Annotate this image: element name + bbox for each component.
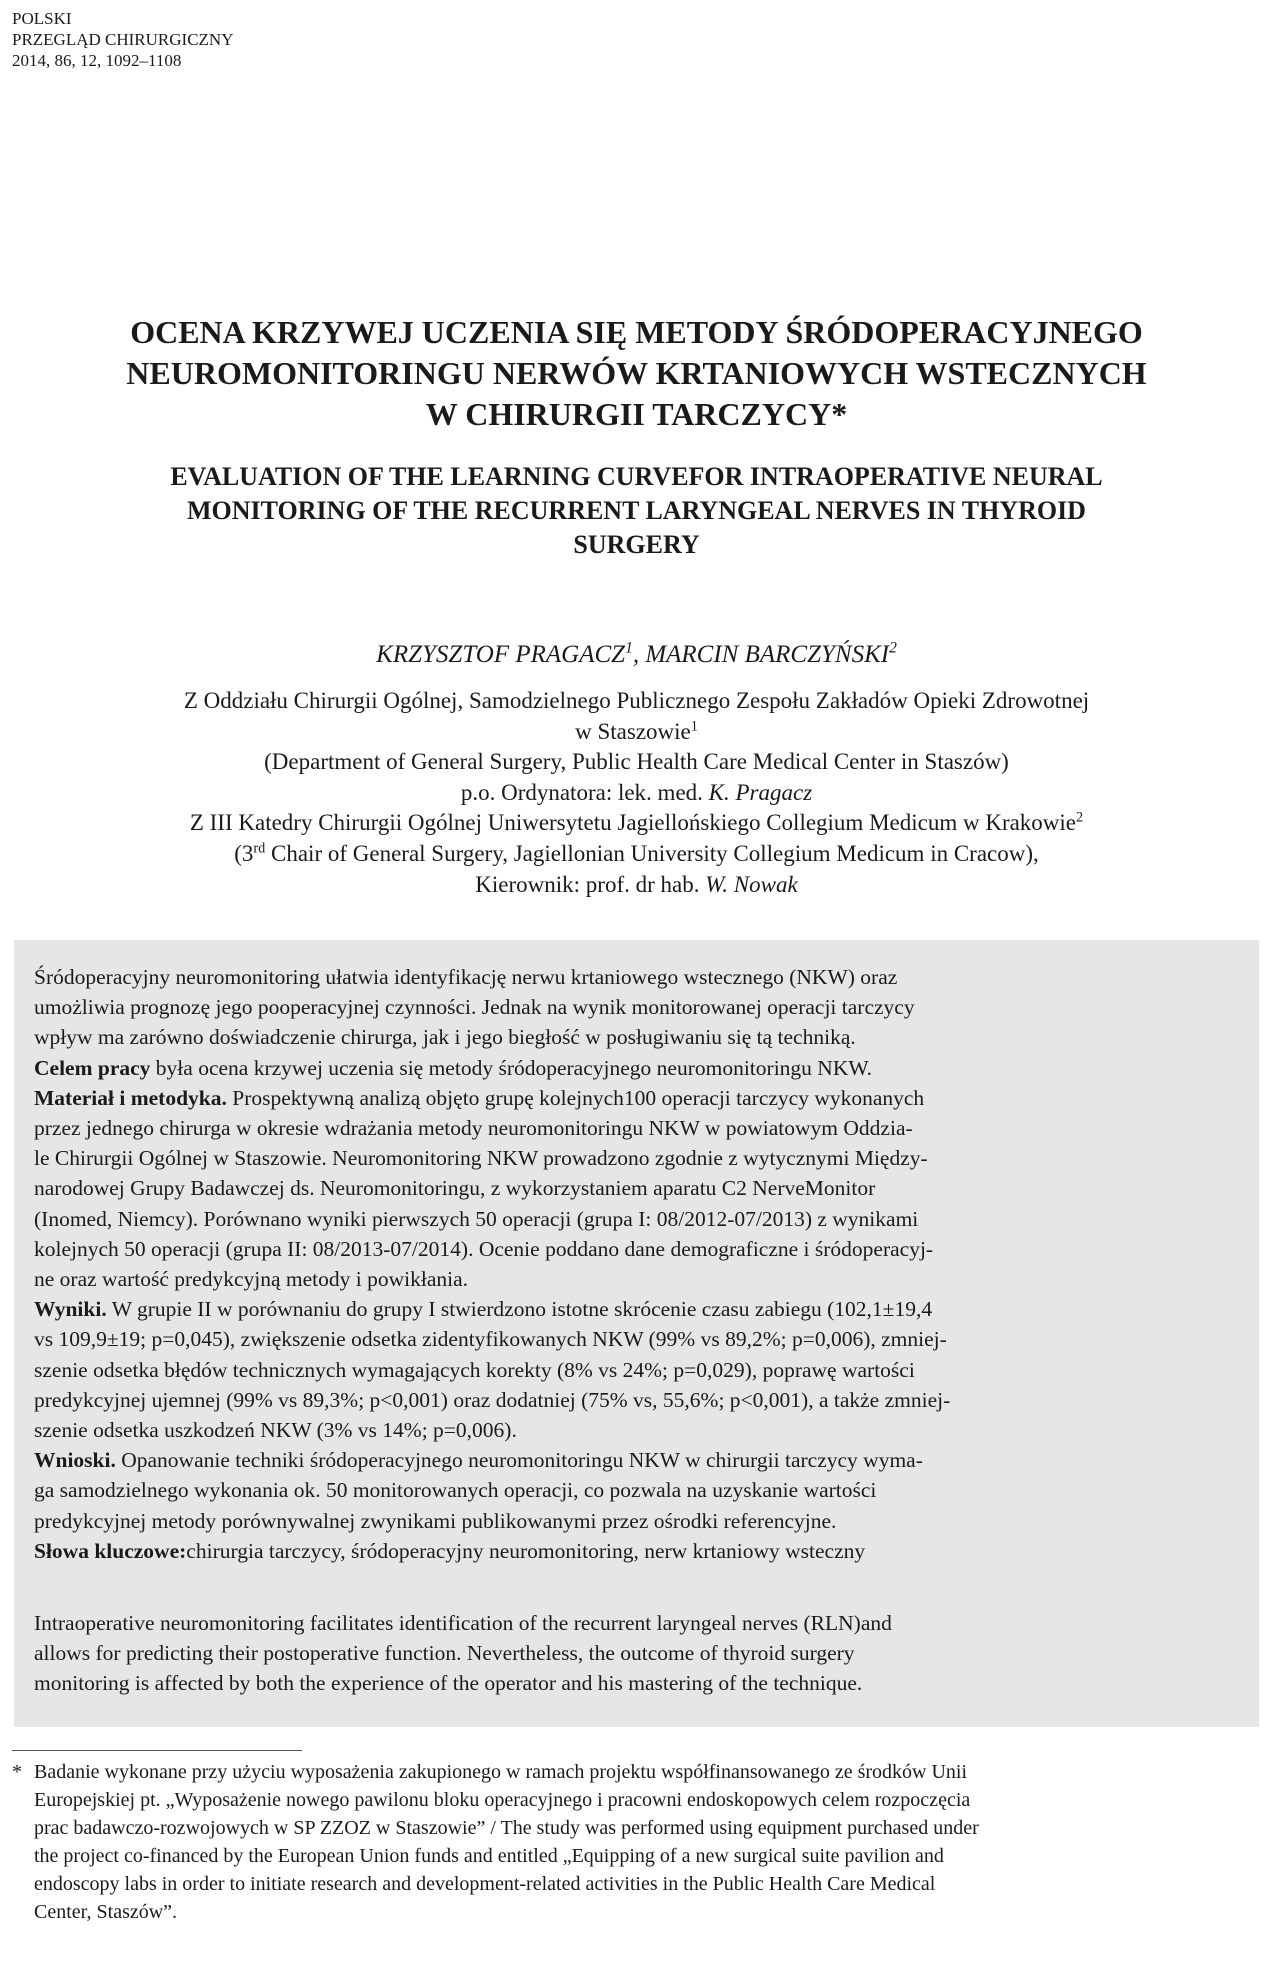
footnote-line: Center, Staszów”.: [34, 1901, 178, 1923]
section-lead-conclusions: Wnioski.: [34, 1448, 116, 1473]
affiliation-mark: 2: [1076, 809, 1084, 826]
abstract-line: Wnioski. Opanowanie techniki śródoperacyjnego neuromonitoringu NKW w chirurgii tarczycy wyma-: [34, 1448, 923, 1473]
affiliation-text: p.o. Ordynatora: lek. med.: [460, 779, 709, 805]
ordinal-suffix: rd: [253, 840, 266, 857]
abstract-line: Materiał i metodyka. Prospektywną analizą objęto grupę kolejnych100 operacji tarczycy wykonanych: [34, 1085, 925, 1110]
abstract-line: vs 109,9±19; p=0,045), zwiększenie odsetka zidentyfikowanych NKW (99% vs 89,2%; p=0,006), zmniej-: [34, 1327, 947, 1352]
abstract-box: [14, 940, 1259, 1727]
affiliation-line: [0, 717, 1273, 748]
head-of-chair-name: W. Nowak: [705, 871, 798, 897]
author-separator: ,: [632, 641, 646, 668]
section-lead-keywords: Słowa kluczowe:: [34, 1538, 187, 1563]
affiliation-line: [0, 870, 1273, 901]
affiliation-text: Kierownik: prof. dr hab.: [475, 871, 706, 897]
author-2-affil-mark: 2: [889, 639, 897, 657]
abstract-line: predykcyjnej metody porównywalnej zwynikami publikowanymi przez ośrodki referencyjne.: [34, 1508, 837, 1533]
title-english-line: SURGERY: [573, 530, 700, 559]
abstract-polish: [34, 962, 1239, 1566]
authors-line: [0, 640, 1273, 670]
author-2: MARCIN BARCZYŃSKI: [645, 641, 890, 668]
abstract-line: narodowej Grupy Badawczej ds. Neuromonitoringu, z wykorzystaniem aparatu C2 NerveMonitor: [34, 1176, 876, 1201]
title-polish-line: W CHIRURGII TARCZYCY*: [425, 396, 848, 432]
footnote-line: the project co-financed by the European Union funds and entitled „Equipping of a new surgical suite pavilion and: [34, 1845, 944, 1867]
journal-name-line1: POLSKI: [12, 9, 72, 28]
author-1: KRZYSZTOF PRAGACZ: [376, 641, 626, 668]
abstract-line: szenie odsetka błędów technicznych wymagających korekty (8% vs 24%; p=0,029), poprawę wartości: [34, 1357, 915, 1382]
abstract-line: Słowa kluczowe:chirurgia tarczycy, śródoperacyjny neuromonitoring, nerw krtaniowy wsteczny: [34, 1538, 866, 1563]
abstract-line: przez jednego chirurga w okresie wdrażania metody neuromonitoringu NKW w powiatowym Oddzia-: [34, 1116, 913, 1141]
section-lead-results: Wyniki.: [34, 1297, 107, 1322]
affiliation-text: (3: [234, 840, 254, 866]
affiliation-line: (Department of General Surgery, Public Health Care Medical Center in Staszów): [264, 749, 1009, 775]
abstract-english: [34, 1608, 1239, 1699]
affiliation-line: [0, 839, 1273, 870]
abstract-line: szenie odsetka uszkodzeń NKW (3% vs 14%; p=0,006).: [34, 1418, 517, 1443]
title-polish: [0, 312, 1273, 435]
head-of-department-name: K. Pragacz: [708, 779, 813, 805]
footnote-text: [34, 1758, 1257, 1926]
footnote-line: endoscopy labs in order to initiate research and development-related activities in the Public Health Care Medical: [34, 1873, 936, 1895]
affiliation-line: [0, 778, 1273, 809]
abstract-line: umożliwia prognozę jego pooperacyjnej czynności. Jednak na wynik monitorowanej operacji tarczycy: [34, 995, 915, 1020]
affiliation-mark: 1: [690, 717, 698, 734]
affiliations: [0, 686, 1273, 900]
abstract-line: ga samodzielnego wykonania ok. 50 monitorowanych operacji, co pozwala na uzyskanie wartości: [34, 1478, 877, 1503]
abstract-line: le Chirurgii Ogólnej w Staszowie. Neuromonitoring NKW prowadzono zgodnie z wytycznymi Między-: [34, 1146, 928, 1171]
affiliation-text: w Staszowie: [575, 718, 691, 744]
title-polish-line: NEUROMONITORINGU NERWÓW KRTANIOWYCH WSTECZNYCH: [126, 355, 1147, 391]
title-english: [0, 460, 1273, 562]
author-1-affil-mark: 1: [625, 639, 633, 657]
abstract-line: allows for predicting their postoperative function. Nevertheless, the outcome of thyroid surgery: [34, 1641, 855, 1666]
section-lead-aim: Celem pracy: [34, 1055, 151, 1080]
abstract-line: Intraoperative neuromonitoring facilitates identification of the recurrent laryngeal nerves (RLN)and: [34, 1611, 892, 1635]
affiliation-line: Z Oddziału Chirurgii Ogólnej, Samodzielnego Publicznego Zespołu Zakładów Opieki Zdrowotnej: [183, 688, 1090, 713]
footnote-line: prac badawczo-rozwojowych w SP ZZOZ w Staszowie” / The study was performed using equipment purchased under: [34, 1817, 979, 1839]
abstract-line: wpływ ma zarówno doświadczenie chirurga, jak i jego biegłość w posługiwaniu się tą techniką.: [34, 1025, 856, 1050]
abstract-line: Celem pracy była ocena krzywej uczenia się metody śródoperacyjnego neuromonitoringu NKW.: [34, 1055, 873, 1080]
journal-citation: 2014, 86, 12, 1092–1108: [12, 51, 182, 70]
abstract-line: (Inomed, Niemcy). Porównano wyniki pierwszych 50 operacji (grupa I: 08/2012-07/2013) z wynikami: [34, 1206, 919, 1231]
affiliation-line: [0, 808, 1273, 839]
abstract-line: predykcyjnej ujemnej (99% vs 89,3%; p<0,001) oraz dodatniej (75% vs, 55,6%; p<0,001), a także zmniej-: [34, 1387, 951, 1412]
abstract-line: kolejnych 50 operacji (grupa II: 08/2013-07/2014). Ocenie poddano dane demograficzne i śródoperacyj-: [34, 1236, 934, 1261]
abstract-line: monitoring is affected by both the experience of the operator and his mastering of the technique.: [34, 1671, 863, 1696]
journal-header: [12, 8, 233, 71]
abstract-line: ne oraz wartość predykcyjną metody i powikłania.: [34, 1267, 469, 1292]
footnote-mark: *: [12, 1761, 22, 1783]
journal-name-line2: PRZEGLĄD CHIRURGICZNY: [12, 30, 234, 49]
title-english-line: MONITORING OF THE RECURRENT LARYNGEAL NERVES IN THYROID: [187, 496, 1086, 525]
section-lead-methods: Materiał i metodyka.: [34, 1085, 227, 1110]
abstract-line: Śródoperacyjny neuromonitoring ułatwia identyfikację nerwu krtaniowego wstecznego (NKW) oraz: [34, 965, 898, 989]
affiliation-text: Chair of General Surgery, Jagiellonian University Collegium Medicum in Cracow),: [265, 840, 1039, 866]
affiliation-text: Z III Katedry Chirurgii Ogólnej Uniwersytetu Jagiellońskiego Collegium Medicum w Krakowie: [189, 810, 1077, 836]
footnote-divider: [12, 1750, 302, 1751]
abstract-line: Wyniki. W grupie II w porównaniu do grupy I stwierdzono istotne skrócenie czasu zabiegu (102,1±19,4: [34, 1297, 933, 1322]
footnote-line: Badanie wykonane przy użyciu wyposażenia zakupionego w ramach projektu współfinansowanego ze środków Unii: [34, 1761, 968, 1783]
footnote-line: Europejskiej pt. „Wyposażenie nowego pawilonu bloku operacyjnego i pracowni endoskopowych celem rozpoczęcia: [34, 1789, 971, 1811]
title-polish-line: OCENA KRZYWEJ UCZENIA SIĘ METODY ŚRÓDOPERACYJNEGO: [130, 314, 1143, 350]
title-english-line: EVALUATION OF THE LEARNING CURVEFOR INTRAOPERATIVE NEURAL: [170, 462, 1103, 491]
